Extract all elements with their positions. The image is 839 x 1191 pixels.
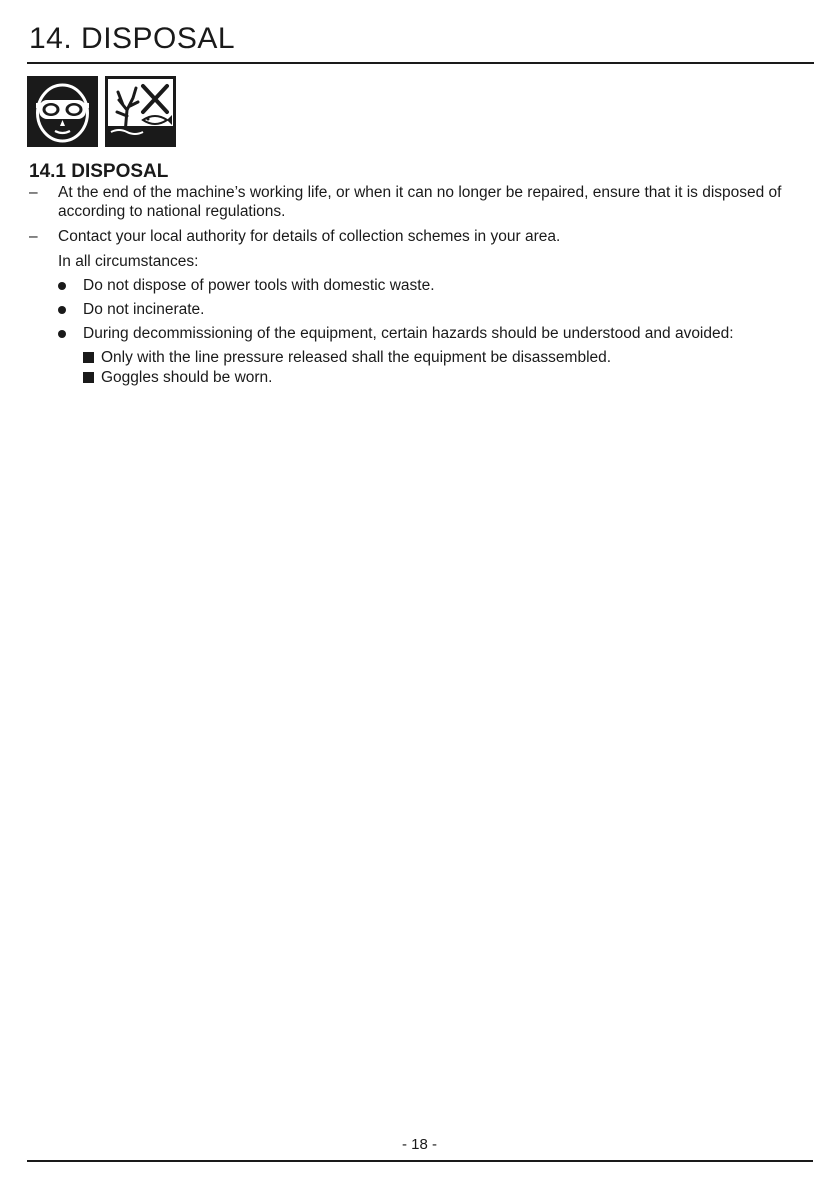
list-item: [29, 227, 809, 246]
square-bullet: [83, 372, 94, 383]
title-divider: [27, 62, 814, 64]
sub-item-text: Goggles should be worn.: [101, 369, 273, 386]
sub-item-text: Only with the line pressure released shall the equipment be disassembled.: [101, 349, 612, 366]
page-title: 14. DISPOSAL: [29, 22, 236, 55]
section-heading: 14.1 DISPOSAL: [29, 161, 169, 182]
dash-marker: –: [29, 228, 38, 245]
disposal-instructions: [29, 183, 809, 388]
intro-text: In all circumstances:: [58, 253, 199, 270]
list-item-text: Contact your local authority for details of collection schemes in your area.: [58, 228, 561, 245]
bullet-item: [29, 276, 809, 295]
sub-item: [29, 348, 809, 367]
bullet-item-text: During decommissioning of the equipment, certain hazards should be understood and avoided:: [83, 325, 734, 342]
environment-hazard-icon: [105, 76, 176, 147]
bullet-dot: [58, 330, 66, 338]
square-bullet: [83, 352, 94, 363]
bullet-dot: [58, 306, 66, 314]
bullet-item-text: Do not incinerate.: [83, 301, 205, 318]
bullet-item-text: Do not dispose of power tools with domestic waste.: [83, 277, 435, 294]
bullet-item: [29, 300, 809, 319]
list-item: [29, 183, 809, 221]
footer-divider: [27, 1160, 813, 1162]
bullet-dot: [58, 282, 66, 290]
dash-marker: –: [29, 184, 38, 201]
list-item-text: At the end of the machine’s working life, or when it can no longer be repaired, ensure that it is disposed of according to national regulations.: [58, 184, 782, 220]
sub-item: [29, 368, 809, 387]
page-number: - 18 -: [401, 1136, 437, 1153]
bullet-item: [29, 324, 809, 343]
goggles-icon: [27, 76, 98, 147]
